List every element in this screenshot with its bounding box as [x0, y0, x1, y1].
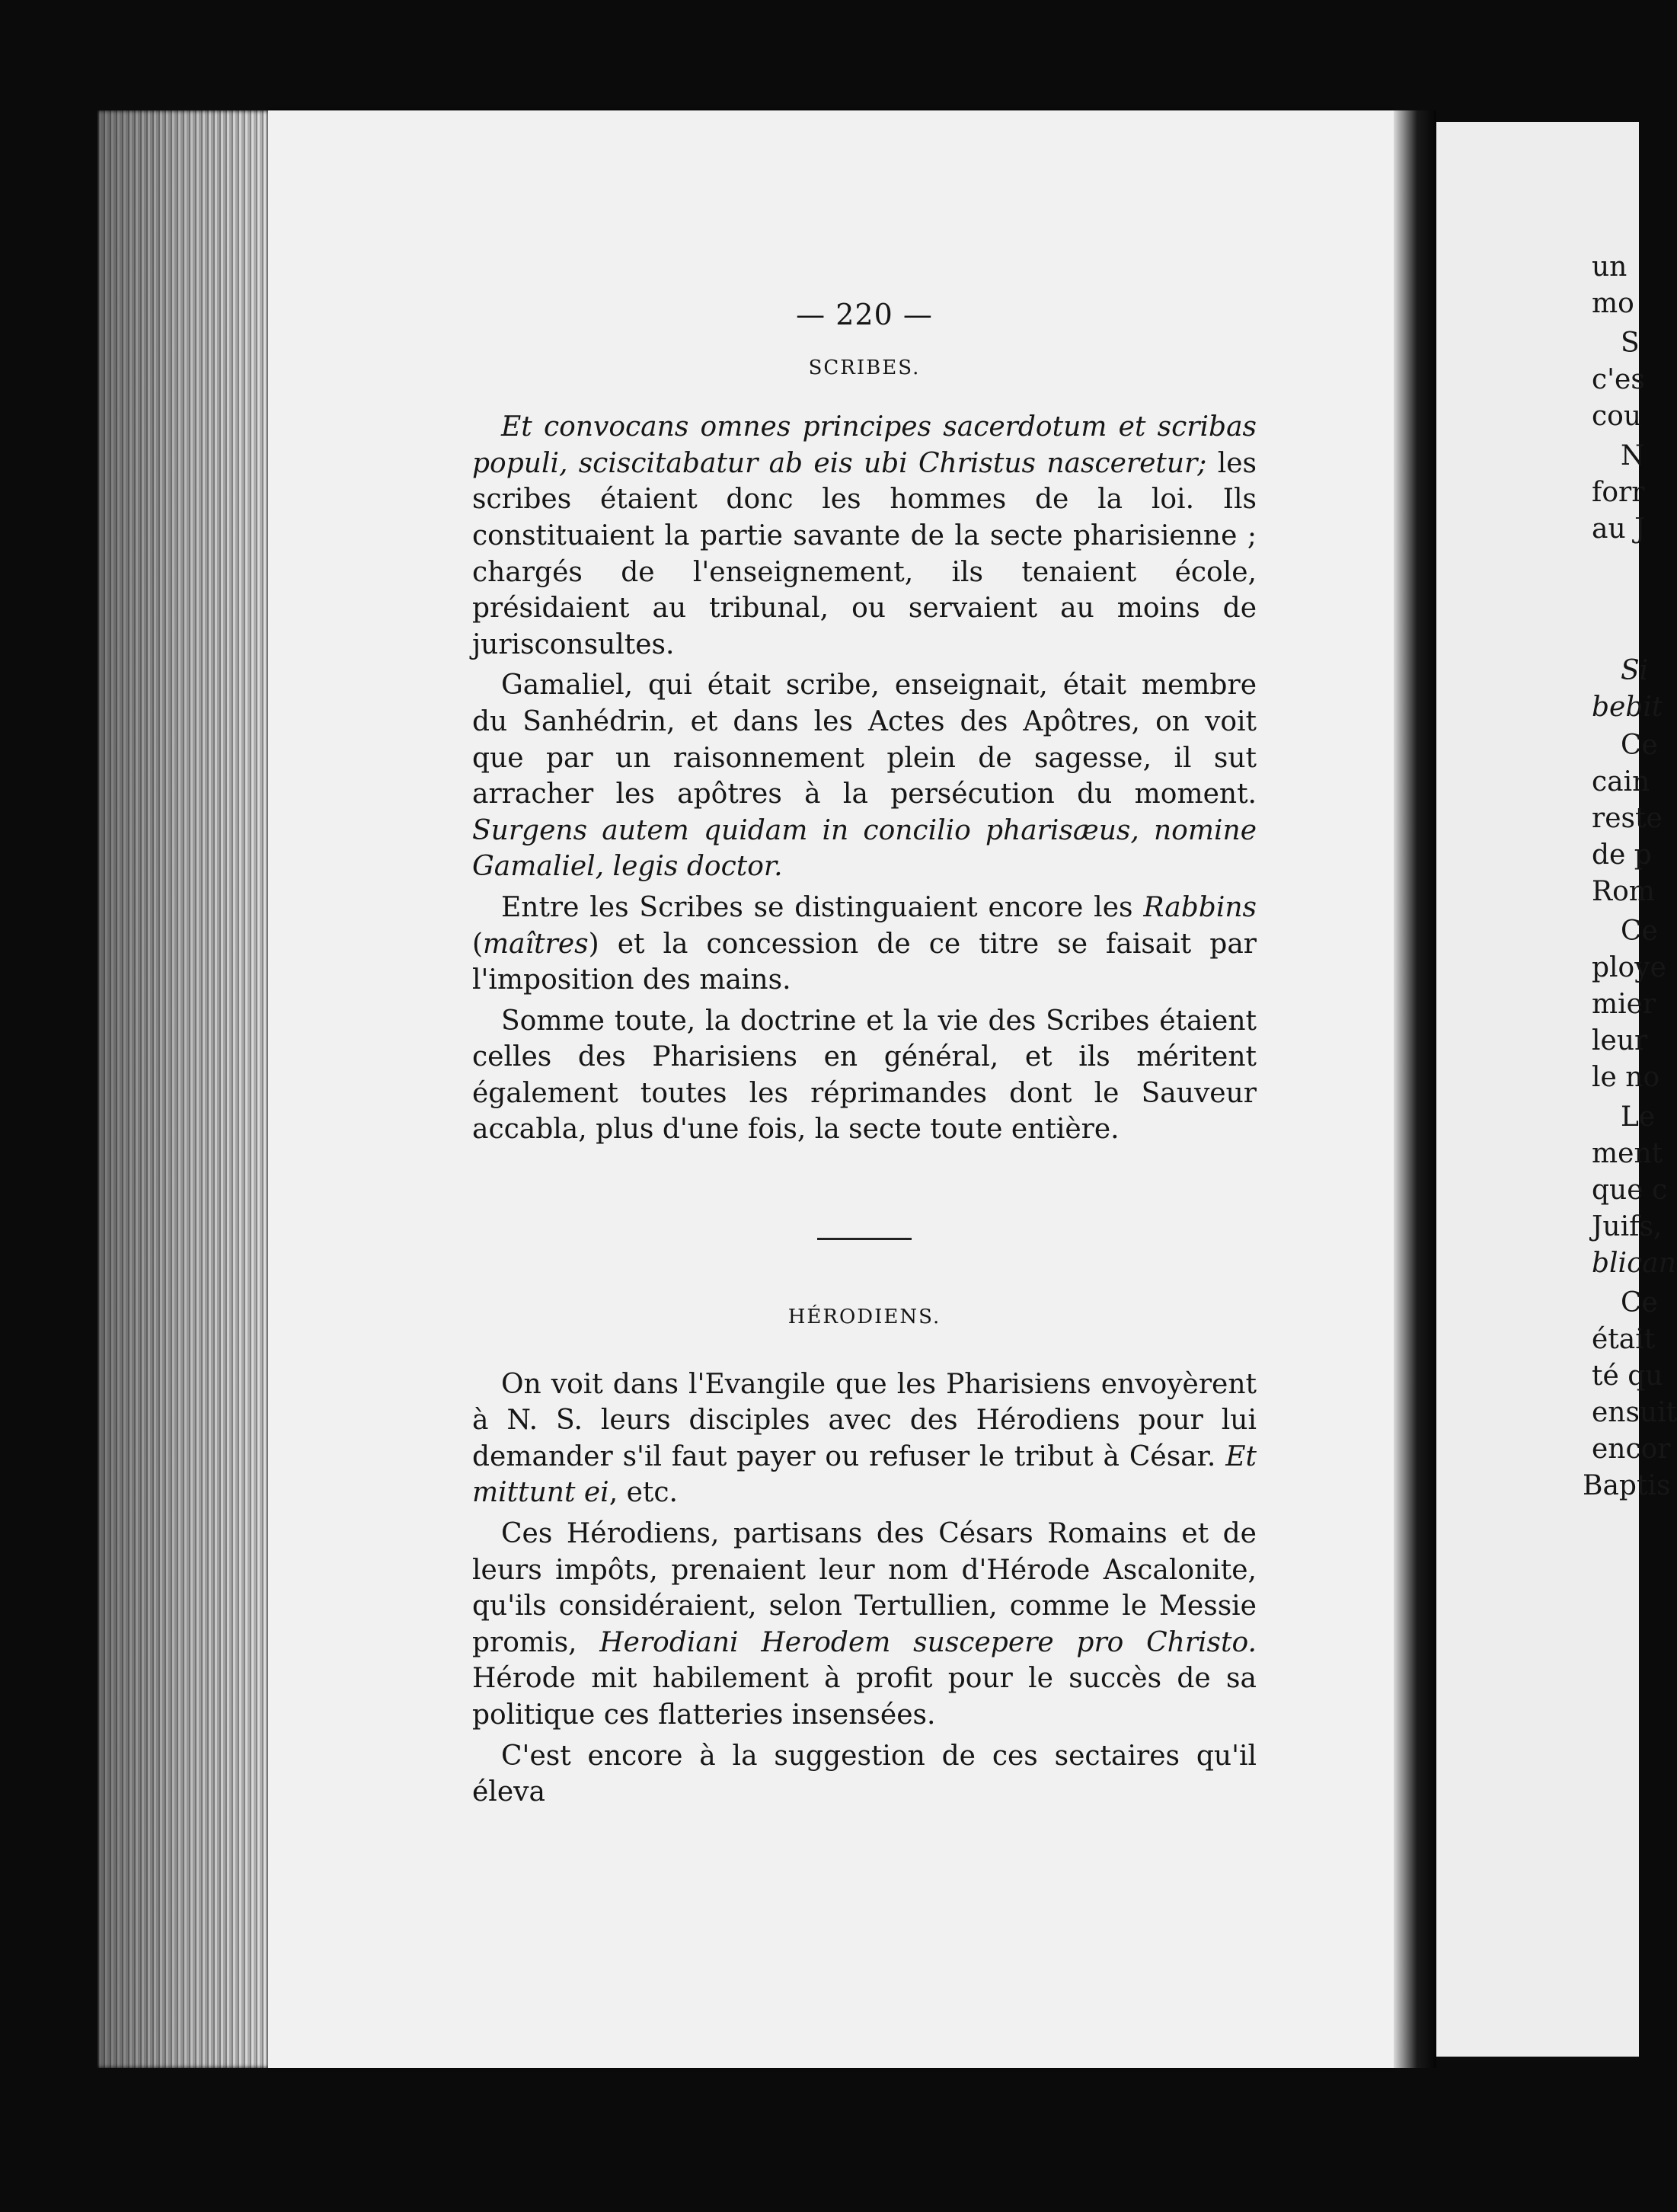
right-page-line-fragment: ment [1592, 1138, 1663, 1169]
text-run: Entre les Scribes se distinguaient encore les [501, 891, 1144, 923]
right-page-line-fragment: S [1621, 328, 1640, 359]
right-page-line-fragment: encor [1592, 1434, 1671, 1465]
book-page-edge [97, 110, 273, 2068]
right-page-line-fragment: c'es [1592, 364, 1645, 395]
text-run: Hérode mit habilement à profit pour le succès de sa politique ces flatteries insensées. [472, 1663, 1257, 1731]
right-page-line-fragment: Baptis [1583, 1470, 1671, 1501]
italic-run: Herodiani Herodem suscepere pro Christo. [599, 1626, 1257, 1658]
right-page-line-fragment: Ce [1621, 1287, 1658, 1319]
right-page-line-fragment: leur [1592, 1025, 1648, 1056]
section-divider [817, 1238, 912, 1240]
herodiens-paragraphs [472, 1367, 1257, 1811]
right-page-line-fragment: cou [1592, 401, 1642, 432]
scribes-paragraph-1 [472, 409, 1257, 663]
italic-run: Et convocans omnes principes sacerdotum et scribas populi, sciscitabatur ab eis ubi Christus nasceretur; [472, 411, 1257, 479]
right-page-line-fragment: Le [1621, 1101, 1656, 1133]
italic-run: maîtres [483, 928, 589, 960]
italic-run: Et mittunt ei [472, 1440, 1257, 1509]
book-gutter [1394, 110, 1436, 2068]
text-run: On voit dans l'Evangile que les Pharisiens envoyèrent à N. S. leurs disciples avec des Hérodiens pour lui demander s'il faut payer ou refuser le tribut à César. [472, 1368, 1257, 1472]
right-page-line-fragment: mo [1592, 288, 1634, 319]
text-run: Somme toute, la doctrine et la vie des Scribes étaient celles des Pharisiens en général, et ils méritent également toutes les réprimandes dont le Sauveur accabla, plus d'une fois, la secte toute entière. [472, 1005, 1257, 1146]
scribes-paragraph-4 [472, 1003, 1257, 1148]
left-page-text [472, 297, 1257, 1815]
text-run: , etc. [609, 1477, 678, 1509]
herodiens-paragraph-2 [472, 1516, 1257, 1734]
text-run: Ces Hérodiens, partisans des Césars Romains et de leurs impôts, prenaient leur nom d'Hérode Ascalonite, qu'ils considéraient, selon Tertullien, comme le Messie promis, [472, 1518, 1257, 1658]
text-run: ( [472, 928, 484, 960]
text-run: Gamaliel, qui était scribe, enseignait, était membre du Sanhédrin, et dans les Actes des Apôtres, on voit que par un raisonnement plein de sagesse, il sut arracher les apôtres à la persécution du moment. [472, 670, 1257, 810]
right-page-line-fragment: un [1592, 251, 1627, 283]
right-page-line-fragment: reste [1592, 803, 1663, 834]
right-page-line-fragment: ensuit [1592, 1397, 1677, 1428]
scribes-paragraphs [472, 409, 1257, 1148]
right-page-line-fragment: cain [1592, 766, 1650, 798]
italic-run: Rabbins [1143, 891, 1257, 923]
scribes-paragraph-3 [472, 890, 1257, 999]
right-page-line-fragment: Ce [1621, 916, 1658, 947]
right-page-line-fragment: Ce [1621, 730, 1658, 761]
right-page-line-fragment: té qu [1592, 1360, 1663, 1392]
right-page-line-fragment: Rom [1592, 876, 1655, 907]
right-page-line-fragment: le no [1592, 1062, 1660, 1093]
text-run: les scribes étaient donc les hommes de la loi. Ils constituaient la partie savante de la secte pharisienne ; chargés de l'enseignement, ils tenaient école, présidaient au tribunal, ou servaient au moins de jurisconsultes. [472, 447, 1257, 660]
herodiens-paragraph-3 [472, 1738, 1257, 1811]
right-page-line-fragment: Juifs, [1592, 1211, 1663, 1242]
right-page-line-fragment: de p [1592, 839, 1652, 871]
right-page-line-fragment: mier [1592, 989, 1656, 1020]
right-page-line-fragment: que c [1592, 1175, 1668, 1206]
right-page-line-fragment: au J [1592, 513, 1646, 545]
right-page-line-fragment: Si [1621, 655, 1649, 686]
text-run: C'est encore à la suggestion de ces sectaires qu'il éleva [472, 1740, 1257, 1808]
section-heading-scribes: SCRIBES. [808, 356, 921, 379]
right-page-line-fragment: ploye [1592, 952, 1666, 983]
right-page-line-fragment: blican [1592, 1248, 1676, 1279]
section-heading-herodiens: HÉRODIENS. [787, 1306, 941, 1329]
scribes-paragraph-2 [472, 667, 1257, 885]
right-page-line-fragment: était [1592, 1324, 1656, 1355]
italic-run: Surgens autem quidam in concilio pharisæus, nomine Gamaliel, legis doctor. [472, 814, 1257, 883]
page-number: — 220 — [796, 298, 933, 331]
right-page-line-fragment: N [1621, 440, 1645, 471]
right-page-line-fragment: forr [1592, 477, 1645, 508]
text-run: ) et la concession de ce titre se faisait par l'imposition des mains. [472, 928, 1257, 996]
herodiens-paragraph-1 [472, 1367, 1257, 1511]
right-page-line-fragment: bebit [1592, 692, 1663, 723]
